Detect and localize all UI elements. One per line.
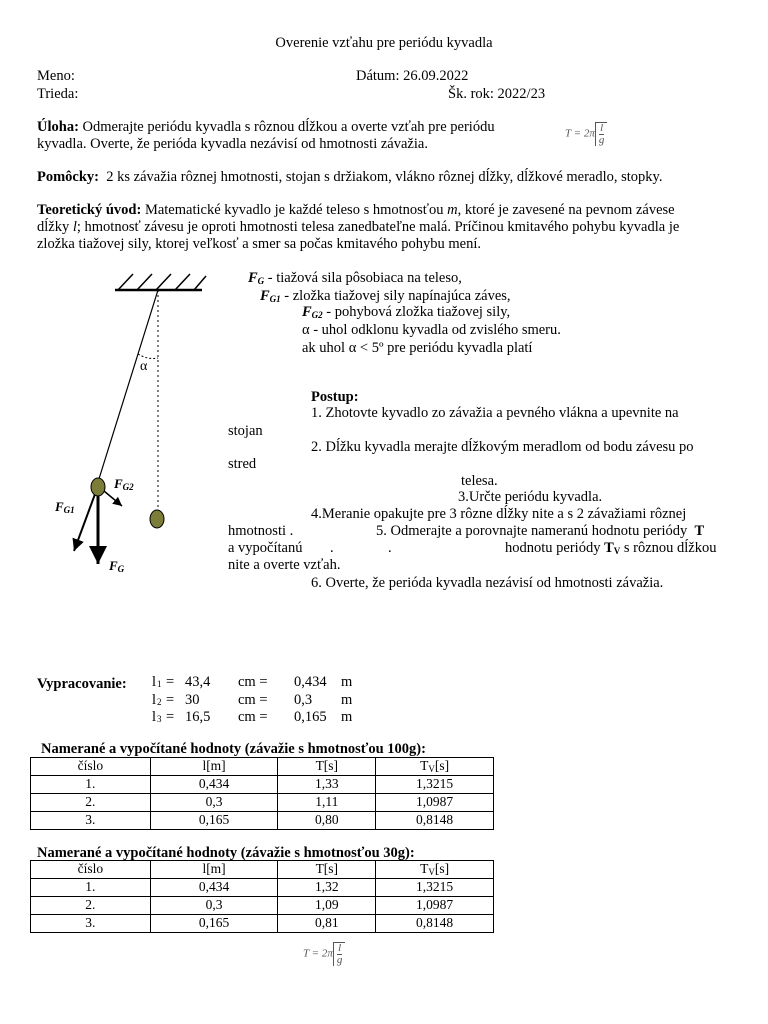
cell-cislo: 2. bbox=[31, 897, 151, 915]
fg2-label-sub: G2 bbox=[122, 482, 134, 492]
cell-period-calc: 1,0987 bbox=[376, 794, 494, 812]
procedure-step-4b bbox=[228, 523, 293, 540]
period-formula-bottom bbox=[303, 942, 345, 966]
page-title: Overenie vzťahu pre periódu kyvadla bbox=[275, 35, 493, 51]
procedure-step-5d: s rôznou dĺžkou bbox=[623, 540, 717, 556]
cell-period-calc: 1,3215 bbox=[376, 776, 494, 794]
cell-period: 1,33 bbox=[278, 776, 376, 794]
header-length: l[m] bbox=[150, 758, 278, 776]
theory-text-1b: , ktoré je zavesené na pevnom závese bbox=[457, 202, 675, 218]
task-text-1: Odmerajte periódu kyvadla s rôznou dĺžkou a overte vzťah pre periódu bbox=[82, 119, 495, 135]
header-cislo: číslo bbox=[31, 758, 151, 776]
formula-num: l bbox=[338, 942, 342, 954]
cell-length: 0,3 bbox=[150, 897, 278, 915]
length-cm-value: 16,5 bbox=[185, 709, 211, 725]
header-length: l[m] bbox=[150, 861, 278, 879]
table-row bbox=[31, 915, 494, 933]
cell-period-calc: 1,0987 bbox=[376, 897, 494, 915]
length-subscript: 2 bbox=[157, 697, 162, 707]
bob-deflected bbox=[91, 478, 105, 496]
table1-title: Namerané a vypočítané hodnoty (závažie s hmotnosťou 100g): bbox=[41, 741, 426, 757]
header-period: T[s] bbox=[278, 861, 376, 879]
fg2-label-sym: F bbox=[114, 476, 123, 491]
procedure-step-5-dot2: . bbox=[388, 540, 392, 556]
pendulum-string bbox=[98, 290, 158, 482]
bob-rest bbox=[150, 510, 164, 528]
procedure-step-1b: stojan bbox=[228, 423, 263, 439]
cell-length: 0,434 bbox=[150, 879, 278, 897]
ceiling-hatch bbox=[156, 274, 171, 290]
tools-line bbox=[37, 169, 663, 186]
legend-fg1-sym: F bbox=[260, 288, 270, 304]
length-m-value: 0,434 bbox=[294, 674, 327, 690]
procedure-step-3: 3.Určte periódu kyvadla. bbox=[458, 489, 603, 505]
period-formula bbox=[565, 122, 607, 146]
procedure-step-5c-Tv: T bbox=[604, 540, 614, 556]
task-line-2: kyvadla. Overte, že perióda kyvadla nezávisí od hmotnosti závažia. bbox=[37, 136, 428, 152]
length-m-value: 0,165 bbox=[294, 709, 327, 725]
header-T: T bbox=[420, 861, 429, 877]
table-row bbox=[31, 812, 494, 830]
cell-period: 0,80 bbox=[278, 812, 376, 830]
header-T-unit: [s] bbox=[434, 758, 450, 774]
procedure-step-1: 1. Zhotovte kyvadlo zo závažia a pevného vlákna a upevnite na bbox=[311, 405, 679, 421]
header-T-unit: [s] bbox=[434, 861, 450, 877]
procedure-step-5b: a vypočítanú bbox=[228, 540, 303, 556]
name-label: Meno: bbox=[37, 68, 75, 84]
procedure-step-4b-dot: . bbox=[289, 523, 294, 539]
theory-line-2 bbox=[37, 219, 679, 236]
class-label: Trieda: bbox=[37, 86, 79, 102]
procedure-step-5c-text: hodnotu periódy bbox=[505, 540, 601, 556]
procedure-step-5-T: T bbox=[694, 523, 705, 539]
formula-den: g bbox=[336, 954, 343, 966]
procedure-step-2c: telesa. bbox=[461, 473, 498, 489]
fg1-label-sub: G1 bbox=[63, 505, 75, 515]
procedure-step-5c-Tv-sub: V bbox=[613, 546, 621, 556]
task-label: Úloha: bbox=[37, 119, 79, 135]
cell-period-calc: 0,8148 bbox=[376, 915, 494, 933]
cell-period: 1,11 bbox=[278, 794, 376, 812]
theory-text-1a: Matematické kyvadlo je každé teleso s hmotnosťou bbox=[144, 202, 444, 218]
length-equals: = bbox=[166, 709, 175, 725]
theory-text-2a: dĺžky bbox=[37, 219, 70, 235]
cell-period-calc: 0,8148 bbox=[376, 812, 494, 830]
length-unit-m: m bbox=[341, 692, 353, 708]
angle-arc bbox=[138, 354, 158, 359]
legend-fg-sym: F bbox=[248, 270, 258, 286]
length-unit-cm: cm = bbox=[238, 709, 268, 725]
fg1-label-sym: F bbox=[55, 499, 64, 514]
header-cislo: číslo bbox=[31, 861, 151, 879]
fg1-label bbox=[55, 499, 75, 516]
header-T-sub: V bbox=[428, 867, 435, 878]
theory-mass-symbol: m bbox=[447, 202, 458, 218]
formula-den: g bbox=[598, 134, 605, 146]
procedure-step-6: 6. Overte, že perióda kyvadla nezávisí od hmotnosti závažia. bbox=[311, 575, 664, 591]
table-row bbox=[31, 897, 494, 915]
fg2-label bbox=[114, 476, 134, 493]
length-unit-m: m bbox=[341, 674, 353, 690]
legend-fg-text: - tiažová sila pôsobiaca na teleso, bbox=[264, 270, 462, 286]
length-cm-value: 43,4 bbox=[185, 674, 211, 690]
ceiling-hatch bbox=[118, 274, 133, 290]
table-row bbox=[31, 794, 494, 812]
procedure-step-5c bbox=[505, 540, 717, 557]
work-label: Vypracovanie: bbox=[37, 676, 127, 692]
legend-fg2-sym: F bbox=[302, 304, 312, 320]
table-30g bbox=[30, 860, 494, 933]
cell-cislo: 2. bbox=[31, 794, 151, 812]
length-unit-cm: cm = bbox=[238, 692, 268, 708]
legend-fg2 bbox=[302, 304, 510, 321]
cell-length: 0,3 bbox=[150, 794, 278, 812]
theory-line-3: zložka tiažovej sily, ktorej veľkosť a smer sa počas kmitavého pohybu mení. bbox=[37, 236, 482, 252]
ceiling-hatch bbox=[175, 274, 190, 290]
cell-period: 1,32 bbox=[278, 879, 376, 897]
alpha-symbol: α bbox=[140, 359, 148, 374]
procedure-title: Postup: bbox=[311, 389, 359, 405]
cell-period: 1,09 bbox=[278, 897, 376, 915]
formula-lhs: T = 2π bbox=[565, 127, 595, 140]
length-symbol: l bbox=[152, 709, 157, 725]
fg1-arrow bbox=[74, 486, 98, 551]
legend-condition: ak uhol α < 5º pre periódu kyvadla platí bbox=[302, 340, 533, 356]
procedure-step-5-text: 5. Odmerajte a porovnajte nameranú hodnotu periódy bbox=[376, 523, 688, 539]
pendulum-diagram bbox=[40, 268, 240, 588]
length-symbol: l bbox=[152, 692, 157, 708]
theory-line-1 bbox=[37, 202, 675, 219]
fg-label bbox=[109, 558, 124, 575]
procedure-step-4b-text: hmotnosti bbox=[228, 523, 287, 539]
cell-period: 0,81 bbox=[278, 915, 376, 933]
length-m-value: 0,3 bbox=[294, 692, 313, 708]
legend-fg1-sub: G1 bbox=[269, 294, 281, 304]
legend-fg2-text: - pohybová zložka tiažovej sily, bbox=[322, 304, 511, 320]
fg-label-sym: F bbox=[109, 558, 118, 573]
theory-label: Teoretický úvod: bbox=[37, 202, 142, 218]
length-subscript: 3 bbox=[157, 714, 162, 724]
table-100g bbox=[30, 757, 494, 830]
legend-fg1 bbox=[260, 288, 511, 305]
table-header-row bbox=[31, 861, 494, 879]
legend-alpha: α - uhol odklonu kyvadla od zvislého smeru. bbox=[302, 322, 561, 338]
header-period-calc bbox=[376, 861, 494, 879]
length-equals: = bbox=[166, 692, 175, 708]
formula-lhs: T = 2π bbox=[303, 947, 333, 960]
procedure-step-5 bbox=[376, 523, 704, 540]
cell-length: 0,165 bbox=[150, 812, 278, 830]
header-period: T[s] bbox=[278, 758, 376, 776]
table-header-row bbox=[31, 758, 494, 776]
cell-cislo: 3. bbox=[31, 915, 151, 933]
cell-period-calc: 1,3215 bbox=[376, 879, 494, 897]
cell-length: 0,434 bbox=[150, 776, 278, 794]
date-label: Dátum: 26.09.2022 bbox=[356, 68, 469, 84]
procedure-step-5e: nite a overte vzťah. bbox=[228, 557, 341, 573]
header-T-sub: V bbox=[428, 764, 435, 775]
length-subscript: 1 bbox=[157, 679, 162, 689]
theory-length-symbol: l bbox=[72, 219, 77, 235]
cell-cislo: 1. bbox=[31, 776, 151, 794]
school-year-label: Šk. rok: 2022/23 bbox=[448, 86, 546, 102]
procedure-step-5-dot1: . bbox=[330, 540, 334, 556]
table2-title: Namerané a vypočítané hodnoty (závažie s hmotnosťou 30g): bbox=[37, 845, 415, 861]
length-unit-m: m bbox=[341, 709, 353, 725]
ceiling-hatch bbox=[137, 274, 152, 290]
theory-text-2b: ; hmotnosť závesu je oproti hmotnosti telesa zanedbateľne malá. Príčinou kmitavého pohybu kyvadla je bbox=[76, 219, 680, 235]
task-line-1 bbox=[37, 119, 495, 136]
legend-fg-sub: G bbox=[257, 276, 265, 286]
cell-length: 0,165 bbox=[150, 915, 278, 933]
procedure-step-4: 4.Meranie opakujte pre 3 rôzne dĺžky nite a s 2 závažiami rôznej bbox=[311, 506, 687, 522]
legend-fg1-text: - zložka tiažovej sily napínajúca záves, bbox=[280, 288, 511, 304]
tools-text: 2 ks závažia rôznej hmotnosti, stojan s držiakom, vlákno rôznej dĺžky, dĺžkové meradlo, stopky. bbox=[106, 169, 663, 185]
tools-label: Pomôcky: bbox=[37, 169, 100, 185]
table-row bbox=[31, 776, 494, 794]
cell-cislo: 1. bbox=[31, 879, 151, 897]
length-equals: = bbox=[166, 674, 175, 690]
header-T: T bbox=[420, 758, 429, 774]
procedure-step-2: 2. Dĺžku kyvadla merajte dĺžkovým meradlom od bodu závesu po bbox=[311, 439, 694, 455]
formula-num: l bbox=[600, 122, 604, 134]
length-cm-value: 30 bbox=[185, 692, 200, 708]
legend-fg2-sub: G2 bbox=[311, 310, 323, 320]
procedure-step-2b: stred bbox=[228, 456, 257, 472]
header-period-calc bbox=[376, 758, 494, 776]
legend-fg bbox=[248, 270, 462, 287]
ceiling-hatch bbox=[194, 276, 206, 290]
cell-cislo: 3. bbox=[31, 812, 151, 830]
table-row bbox=[31, 879, 494, 897]
length-symbol: l bbox=[152, 674, 157, 690]
fg-label-sub: G bbox=[117, 564, 125, 574]
length-unit-cm: cm = bbox=[238, 674, 268, 690]
